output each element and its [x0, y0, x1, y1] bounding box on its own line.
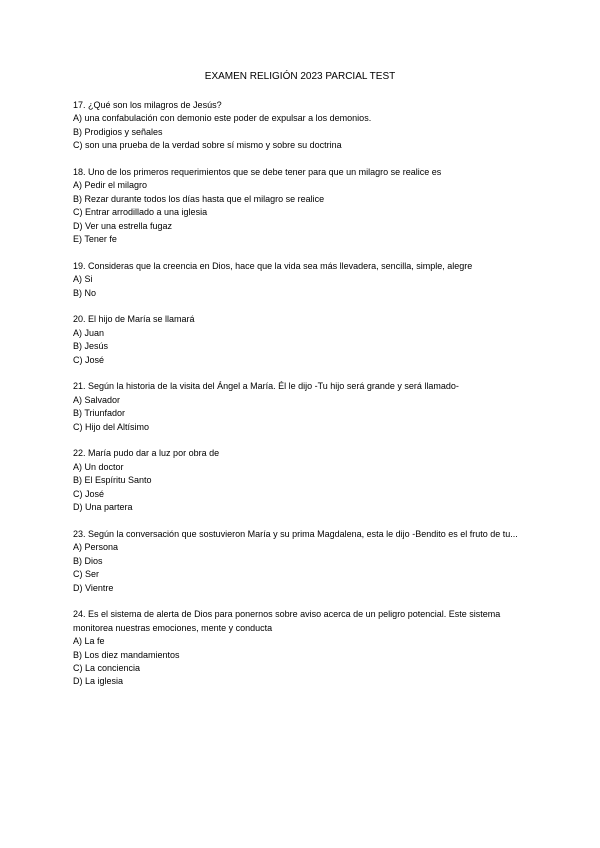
- answer-option: D) Ver una estrella fugaz: [73, 220, 173, 231]
- answer-option: E) Tener fe: [73, 234, 117, 245]
- answer-option: A) Juan: [73, 327, 105, 338]
- answer-option: C) son una prueba de la verdad sobre sí mismo y sobre su doctrina: [73, 140, 342, 151]
- answer-option: B) Los diez mandamientos: [73, 649, 180, 660]
- question-text: 18. Uno de los primeros requerimientos que se debe tener para que un milagro se realice es: [73, 167, 442, 178]
- question-list: [73, 99, 533, 702]
- answer-option: A) La fe: [73, 636, 105, 647]
- question-text: 17. ¿Qué son los milagros de Jesús?: [73, 100, 222, 110]
- question-24: [73, 608, 533, 688]
- question-text: 22. María pudo dar a luz por obra de: [73, 448, 220, 459]
- question-20: [73, 313, 533, 367]
- question-text: 21. Según la historia de la visita del Ángel a María. Él le dijo -Tu hijo será grande y será llamado-: [73, 381, 459, 392]
- answer-option: D) Una partera: [73, 502, 133, 513]
- answer-option: B) Triunfador: [73, 408, 126, 419]
- question-17: [73, 99, 533, 153]
- question-23: [73, 528, 533, 595]
- answer-option: A) Salvador: [73, 394, 121, 405]
- answer-option: B) El Espíritu Santo: [73, 475, 152, 486]
- answer-option: D) Vientre: [73, 582, 114, 593]
- answer-option: B) Dios: [73, 555, 103, 566]
- answer-option: C) José: [73, 488, 105, 499]
- question-21: [73, 380, 533, 434]
- question-text: 20. El hijo de María se llamará: [73, 314, 195, 325]
- answer-option: C) La conciencia: [73, 662, 141, 673]
- answer-option: B) Prodigios y señales: [73, 126, 163, 137]
- answer-option: A) Un doctor: [73, 461, 124, 472]
- question-text: 24. Es el sistema de alerta de Dios para ponernos sobre aviso acerca de un peligro potencial. Este sistema monitorea nuestras emociones, mente y conducta: [73, 609, 501, 633]
- answer-option: C) Ser: [73, 569, 100, 580]
- question-text: 19. Consideras que la creencia en Dios, hace que la vida sea más llevadera, sencilla, simple, alegre: [73, 260, 473, 271]
- question-text: 23. Según la conversación que sostuvieron María y su prima Magdalena, esta le dijo -Bendito es el fruto de tu...: [73, 528, 518, 539]
- answer-option: B) No: [73, 287, 97, 298]
- exam-title: EXAMEN RELIGIÓN 2023 PARCIAL TEST: [204, 71, 396, 82]
- question-18: [73, 166, 533, 246]
- answer-option: A) Si: [73, 274, 93, 285]
- question-19: [73, 260, 533, 300]
- answer-option: A) una confabulación con demonio este poder de expulsar a los demonios.: [73, 113, 372, 124]
- answer-option: D) La iglesia: [73, 676, 124, 687]
- answer-option: A) Pedir el milagro: [73, 180, 148, 191]
- answer-option: B) Jesús: [73, 341, 109, 352]
- answer-option: B) Rezar durante todos los días hasta que el milagro se realice: [73, 193, 325, 204]
- question-22: [73, 447, 533, 514]
- answer-option: A) Persona: [73, 542, 119, 553]
- answer-option: C) José: [73, 354, 105, 365]
- answer-option: C) Entrar arrodillado a una iglesia: [73, 207, 208, 218]
- answer-option: C) Hijo del Altísimo: [73, 421, 150, 432]
